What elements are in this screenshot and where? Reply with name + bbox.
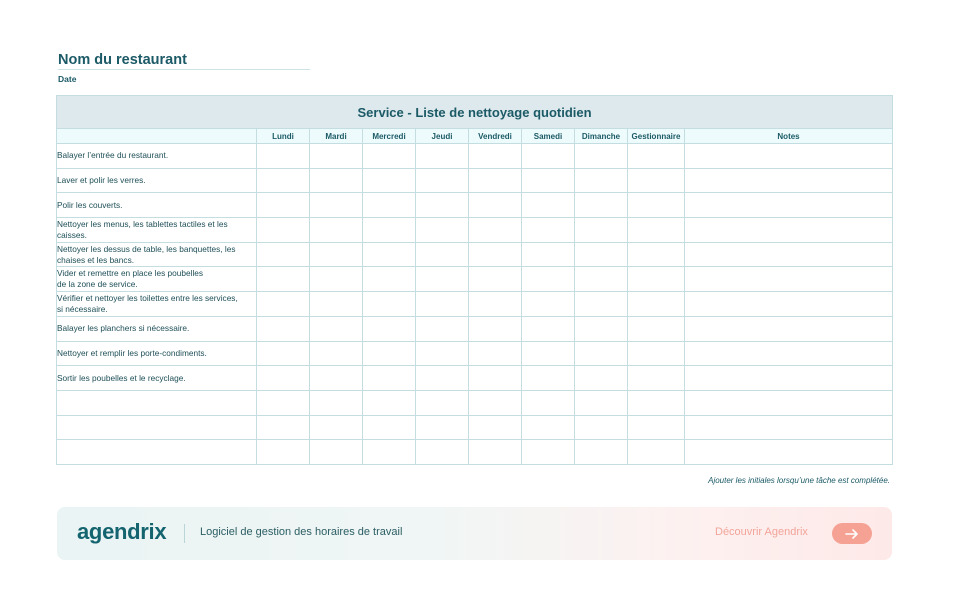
check-cell[interactable] xyxy=(416,267,469,292)
table-row xyxy=(57,366,893,391)
task-cell xyxy=(57,341,257,366)
check-cell[interactable] xyxy=(628,144,685,169)
banner-tagline: Logiciel de gestion des horaires de travail xyxy=(200,526,403,538)
table-row xyxy=(57,440,893,465)
check-cell[interactable] xyxy=(416,193,469,218)
check-cell[interactable] xyxy=(522,390,575,415)
column-header: Samedi xyxy=(522,129,575,144)
column-header-task xyxy=(57,129,257,144)
check-cell[interactable] xyxy=(575,168,628,193)
check-cell[interactable] xyxy=(628,242,685,267)
check-cell[interactable] xyxy=(416,144,469,169)
instruction-note: Ajouter les initiales lorsqu’une tâche est complétée. xyxy=(708,476,890,485)
check-cell[interactable] xyxy=(257,341,310,366)
check-cell[interactable] xyxy=(363,366,416,391)
notes-cell[interactable] xyxy=(685,168,893,193)
task-text: Nettoyer les dessus de table, les banquettes, les xyxy=(57,243,236,254)
check-cell[interactable] xyxy=(257,415,310,440)
check-cell[interactable] xyxy=(257,168,310,193)
check-cell[interactable] xyxy=(469,242,522,267)
notes-cell[interactable] xyxy=(685,341,893,366)
task-text: Nettoyer les menus, les tablettes tactiles et les xyxy=(57,218,228,229)
check-cell[interactable] xyxy=(469,168,522,193)
table-row xyxy=(57,341,893,366)
check-cell[interactable] xyxy=(469,218,522,243)
date-label: Date xyxy=(58,74,77,84)
check-cell[interactable] xyxy=(416,316,469,341)
column-header: Lundi xyxy=(257,129,310,144)
check-cell[interactable] xyxy=(628,440,685,465)
check-cell[interactable] xyxy=(522,415,575,440)
check-cell[interactable] xyxy=(522,168,575,193)
column-header: Mercredi xyxy=(363,129,416,144)
notes-cell[interactable] xyxy=(685,316,893,341)
notes-cell[interactable] xyxy=(685,218,893,243)
check-cell[interactable] xyxy=(363,242,416,267)
check-cell[interactable] xyxy=(575,366,628,391)
check-cell[interactable] xyxy=(469,267,522,292)
check-cell[interactable] xyxy=(575,292,628,317)
check-cell[interactable] xyxy=(416,366,469,391)
check-cell[interactable] xyxy=(469,415,522,440)
check-cell[interactable] xyxy=(363,390,416,415)
notes-cell[interactable] xyxy=(685,366,893,391)
table-row xyxy=(57,390,893,415)
check-cell[interactable] xyxy=(575,415,628,440)
check-cell[interactable] xyxy=(363,193,416,218)
check-cell[interactable] xyxy=(363,415,416,440)
check-cell[interactable] xyxy=(310,366,363,391)
table-row xyxy=(57,415,893,440)
check-cell[interactable] xyxy=(416,341,469,366)
task-cell xyxy=(57,267,257,292)
notes-cell[interactable] xyxy=(685,144,893,169)
check-cell[interactable] xyxy=(575,193,628,218)
check-cell[interactable] xyxy=(310,440,363,465)
check-cell[interactable] xyxy=(575,144,628,169)
check-cell[interactable] xyxy=(363,440,416,465)
check-cell[interactable] xyxy=(522,267,575,292)
task-text: si nécessaire. xyxy=(57,303,108,314)
check-cell[interactable] xyxy=(257,316,310,341)
task-text: Balayer les planchers si nécessaire. xyxy=(57,323,190,334)
check-cell[interactable] xyxy=(575,218,628,243)
check-cell[interactable] xyxy=(310,218,363,243)
notes-cell[interactable] xyxy=(685,242,893,267)
task-text: Balayer l’entrée du restaurant. xyxy=(57,150,169,161)
check-cell[interactable] xyxy=(416,415,469,440)
agendrix-logo[interactable]: agendrix xyxy=(77,519,167,544)
check-cell[interactable] xyxy=(310,292,363,317)
task-text: Polir les couverts. xyxy=(57,199,123,210)
check-cell[interactable] xyxy=(628,316,685,341)
task-cell xyxy=(57,168,257,193)
check-cell[interactable] xyxy=(469,144,522,169)
check-cell[interactable] xyxy=(416,440,469,465)
task-cell xyxy=(57,415,257,440)
notes-cell[interactable] xyxy=(685,267,893,292)
check-cell[interactable] xyxy=(522,242,575,267)
discover-link[interactable]: Découvrir Agendrix xyxy=(715,526,808,538)
task-text: Laver et polir les verres. xyxy=(57,175,146,186)
check-cell[interactable] xyxy=(469,440,522,465)
task-text: chaises et les bancs. xyxy=(57,254,135,265)
table-row xyxy=(57,267,893,292)
table-row xyxy=(57,218,893,243)
check-cell[interactable] xyxy=(522,193,575,218)
check-cell[interactable] xyxy=(469,366,522,391)
check-cell[interactable] xyxy=(416,390,469,415)
column-header: Vendredi xyxy=(469,129,522,144)
check-cell[interactable] xyxy=(522,144,575,169)
check-cell[interactable] xyxy=(575,242,628,267)
task-cell xyxy=(57,218,257,243)
notes-cell[interactable] xyxy=(685,390,893,415)
discover-button[interactable] xyxy=(832,523,872,544)
check-cell[interactable] xyxy=(257,366,310,391)
check-cell[interactable] xyxy=(522,316,575,341)
check-cell[interactable] xyxy=(416,292,469,317)
check-cell[interactable] xyxy=(310,415,363,440)
task-text: Vider et remettre en place les poubelles xyxy=(57,268,204,279)
check-cell[interactable] xyxy=(310,341,363,366)
check-cell[interactable] xyxy=(575,341,628,366)
task-cell xyxy=(57,316,257,341)
check-cell[interactable] xyxy=(628,415,685,440)
check-cell[interactable] xyxy=(575,267,628,292)
check-cell[interactable] xyxy=(628,292,685,317)
restaurant-name-field[interactable]: Nom du restaurant xyxy=(58,52,310,70)
check-cell[interactable] xyxy=(363,168,416,193)
check-cell[interactable] xyxy=(628,168,685,193)
check-cell[interactable] xyxy=(628,193,685,218)
table-row xyxy=(57,193,893,218)
promo-banner xyxy=(57,507,892,560)
check-cell[interactable] xyxy=(522,440,575,465)
check-cell[interactable] xyxy=(257,292,310,317)
check-cell[interactable] xyxy=(522,292,575,317)
check-cell[interactable] xyxy=(257,440,310,465)
check-cell[interactable] xyxy=(628,366,685,391)
check-cell[interactable] xyxy=(469,390,522,415)
check-cell[interactable] xyxy=(310,316,363,341)
check-cell[interactable] xyxy=(575,390,628,415)
task-cell xyxy=(57,440,257,465)
check-cell[interactable] xyxy=(363,218,416,243)
column-header: Dimanche xyxy=(575,129,628,144)
notes-cell[interactable] xyxy=(685,292,893,317)
check-cell[interactable] xyxy=(628,218,685,243)
check-cell[interactable] xyxy=(469,193,522,218)
check-cell[interactable] xyxy=(628,341,685,366)
check-cell[interactable] xyxy=(257,144,310,169)
column-header-row xyxy=(57,129,893,144)
column-header: Gestionnaire xyxy=(628,129,685,144)
task-cell xyxy=(57,390,257,415)
check-cell[interactable] xyxy=(310,144,363,169)
check-cell[interactable] xyxy=(628,390,685,415)
check-cell[interactable] xyxy=(416,218,469,243)
check-cell[interactable] xyxy=(416,242,469,267)
banner-divider xyxy=(184,524,185,543)
task-text: Sortir les poubelles et le recyclage. xyxy=(57,372,186,383)
check-cell[interactable] xyxy=(310,267,363,292)
notes-cell[interactable] xyxy=(685,193,893,218)
check-cell[interactable] xyxy=(416,168,469,193)
task-text: de la zone de service. xyxy=(57,279,138,290)
check-cell[interactable] xyxy=(522,366,575,391)
table-row xyxy=(57,144,893,169)
check-cell[interactable] xyxy=(522,218,575,243)
task-text: Vérifier et nettoyer les toilettes entre les services, xyxy=(57,292,238,303)
table-row xyxy=(57,292,893,317)
check-cell[interactable] xyxy=(257,267,310,292)
table-row xyxy=(57,168,893,193)
column-header: Mardi xyxy=(310,129,363,144)
check-cell[interactable] xyxy=(310,242,363,267)
check-cell[interactable] xyxy=(257,242,310,267)
column-header: Jeudi xyxy=(416,129,469,144)
cleaning-checklist-table xyxy=(56,95,893,465)
check-cell[interactable] xyxy=(575,316,628,341)
check-cell[interactable] xyxy=(310,168,363,193)
task-cell xyxy=(57,242,257,267)
column-header: Notes xyxy=(685,129,893,144)
check-cell[interactable] xyxy=(257,218,310,243)
check-cell[interactable] xyxy=(257,390,310,415)
check-cell[interactable] xyxy=(310,193,363,218)
check-cell[interactable] xyxy=(257,193,310,218)
check-cell[interactable] xyxy=(363,292,416,317)
notes-cell[interactable] xyxy=(685,440,893,465)
task-cell xyxy=(57,366,257,391)
table-row xyxy=(57,316,893,341)
check-cell[interactable] xyxy=(469,316,522,341)
table-title: Service - Liste de nettoyage quotidien xyxy=(57,96,893,129)
task-cell xyxy=(57,292,257,317)
check-cell[interactable] xyxy=(363,316,416,341)
arrow-right-icon xyxy=(845,529,859,539)
task-text: caisses. xyxy=(57,229,87,240)
task-text: Nettoyer et remplir les porte-condiments. xyxy=(57,347,207,358)
notes-cell[interactable] xyxy=(685,415,893,440)
check-cell[interactable] xyxy=(575,440,628,465)
check-cell[interactable] xyxy=(469,341,522,366)
table-row xyxy=(57,242,893,267)
check-cell[interactable] xyxy=(310,390,363,415)
check-cell[interactable] xyxy=(522,341,575,366)
task-cell xyxy=(57,193,257,218)
task-cell xyxy=(57,144,257,169)
check-cell[interactable] xyxy=(363,341,416,366)
check-cell[interactable] xyxy=(469,292,522,317)
check-cell[interactable] xyxy=(363,267,416,292)
check-cell[interactable] xyxy=(628,267,685,292)
check-cell[interactable] xyxy=(363,144,416,169)
